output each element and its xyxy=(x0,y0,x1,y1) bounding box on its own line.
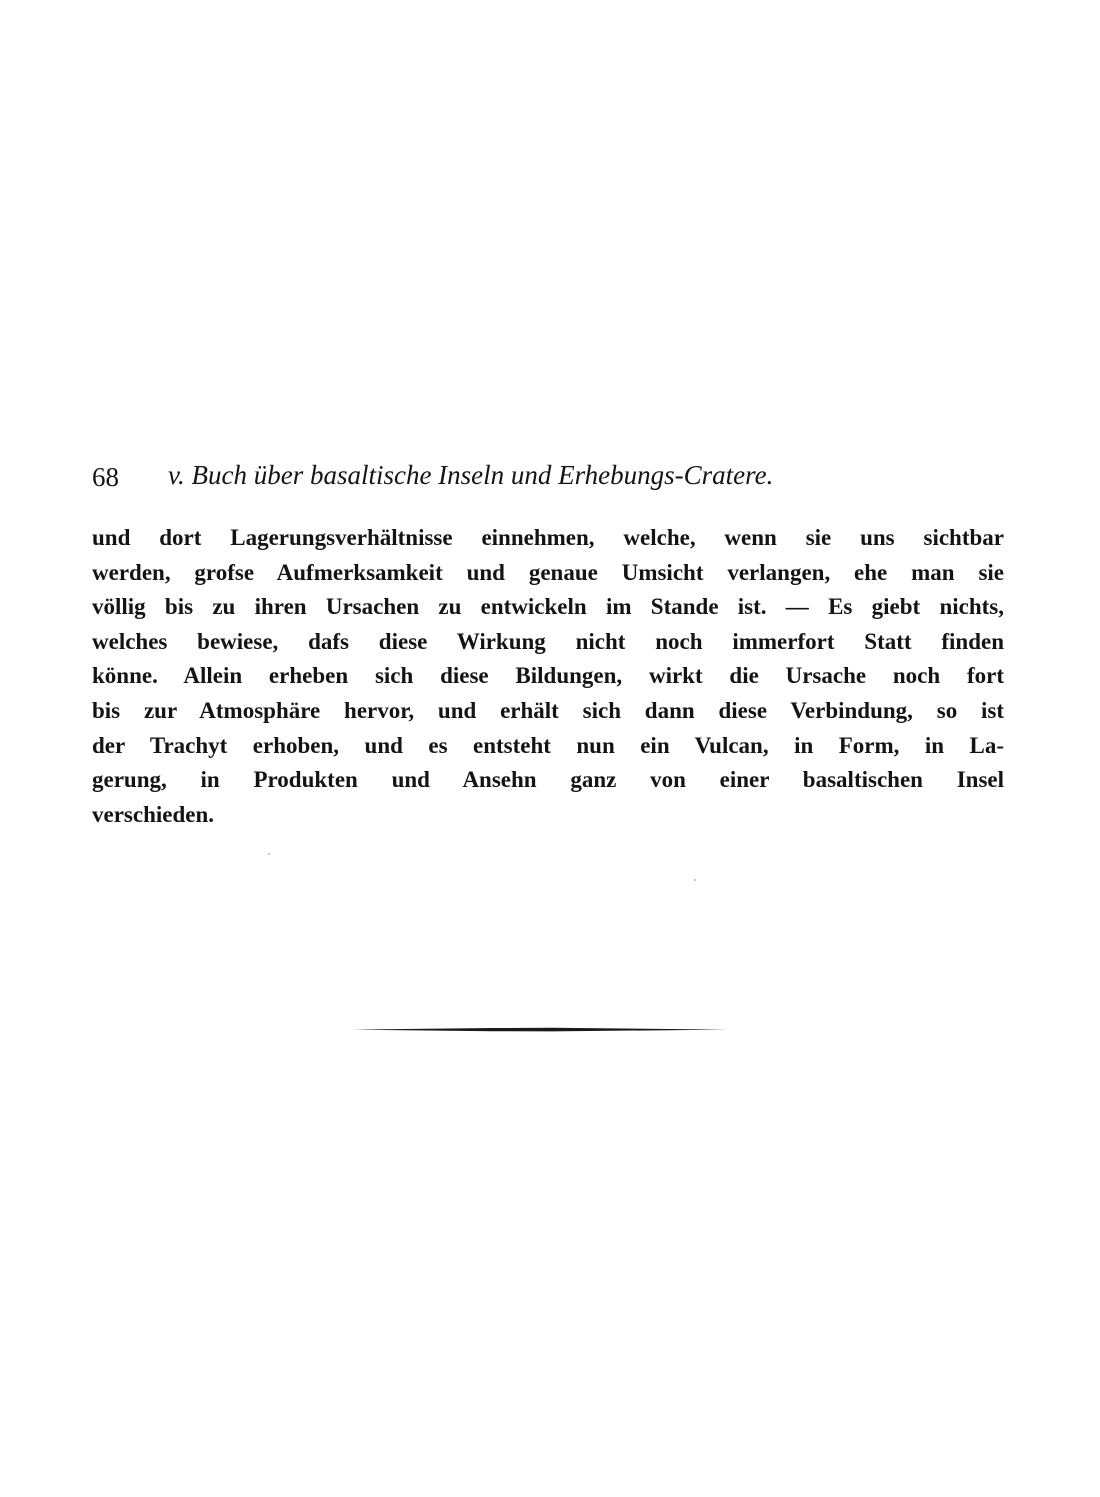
running-head xyxy=(92,458,1012,500)
tapered-rule-shape xyxy=(352,1028,727,1032)
text-line-4: welches bewiese, dafs diese Wirkung nicht noch immerfort Statt finden xyxy=(92,628,1004,654)
text-line-3: völlig bis zu ihren Ursachen zu entwickeln im Stande ist. — Es giebt nichts, xyxy=(92,594,1004,620)
text-line-1: und dort Lagerungsverhältnisse einnehmen, welche, wenn sie uns sichtbar xyxy=(92,525,1004,550)
paper-speck xyxy=(694,879,696,881)
body-paragraph xyxy=(92,521,1004,832)
page-number: 68 xyxy=(92,462,119,492)
paper-speck xyxy=(268,853,270,855)
text-line-2: werden, grofse Aufmerksamkeit und genaue Umsicht verlangen, ehe man sie xyxy=(92,559,1004,585)
running-title: v. Buch über basaltische Inseln und Erhebungs-Cratere. xyxy=(168,460,774,490)
text-line-7: der Trachyt erhoben, und es entsteht nun ein Vulcan, in Form, in La- xyxy=(92,732,1004,758)
text-line-6: bis zur Atmosphäre hervor, und erhält sich dann diese Verbindung, so ist xyxy=(92,697,1004,723)
text-line-9: verschieden. xyxy=(92,801,215,827)
text-line-8: gerung, in Produkten und Ansehn ganz von einer basaltischen Insel xyxy=(92,767,1004,793)
text-line-5: könne. Allein erheben sich diese Bildungen, wirkt die Ursache noch fort xyxy=(92,663,1004,689)
decorative-rule xyxy=(352,1025,727,1035)
